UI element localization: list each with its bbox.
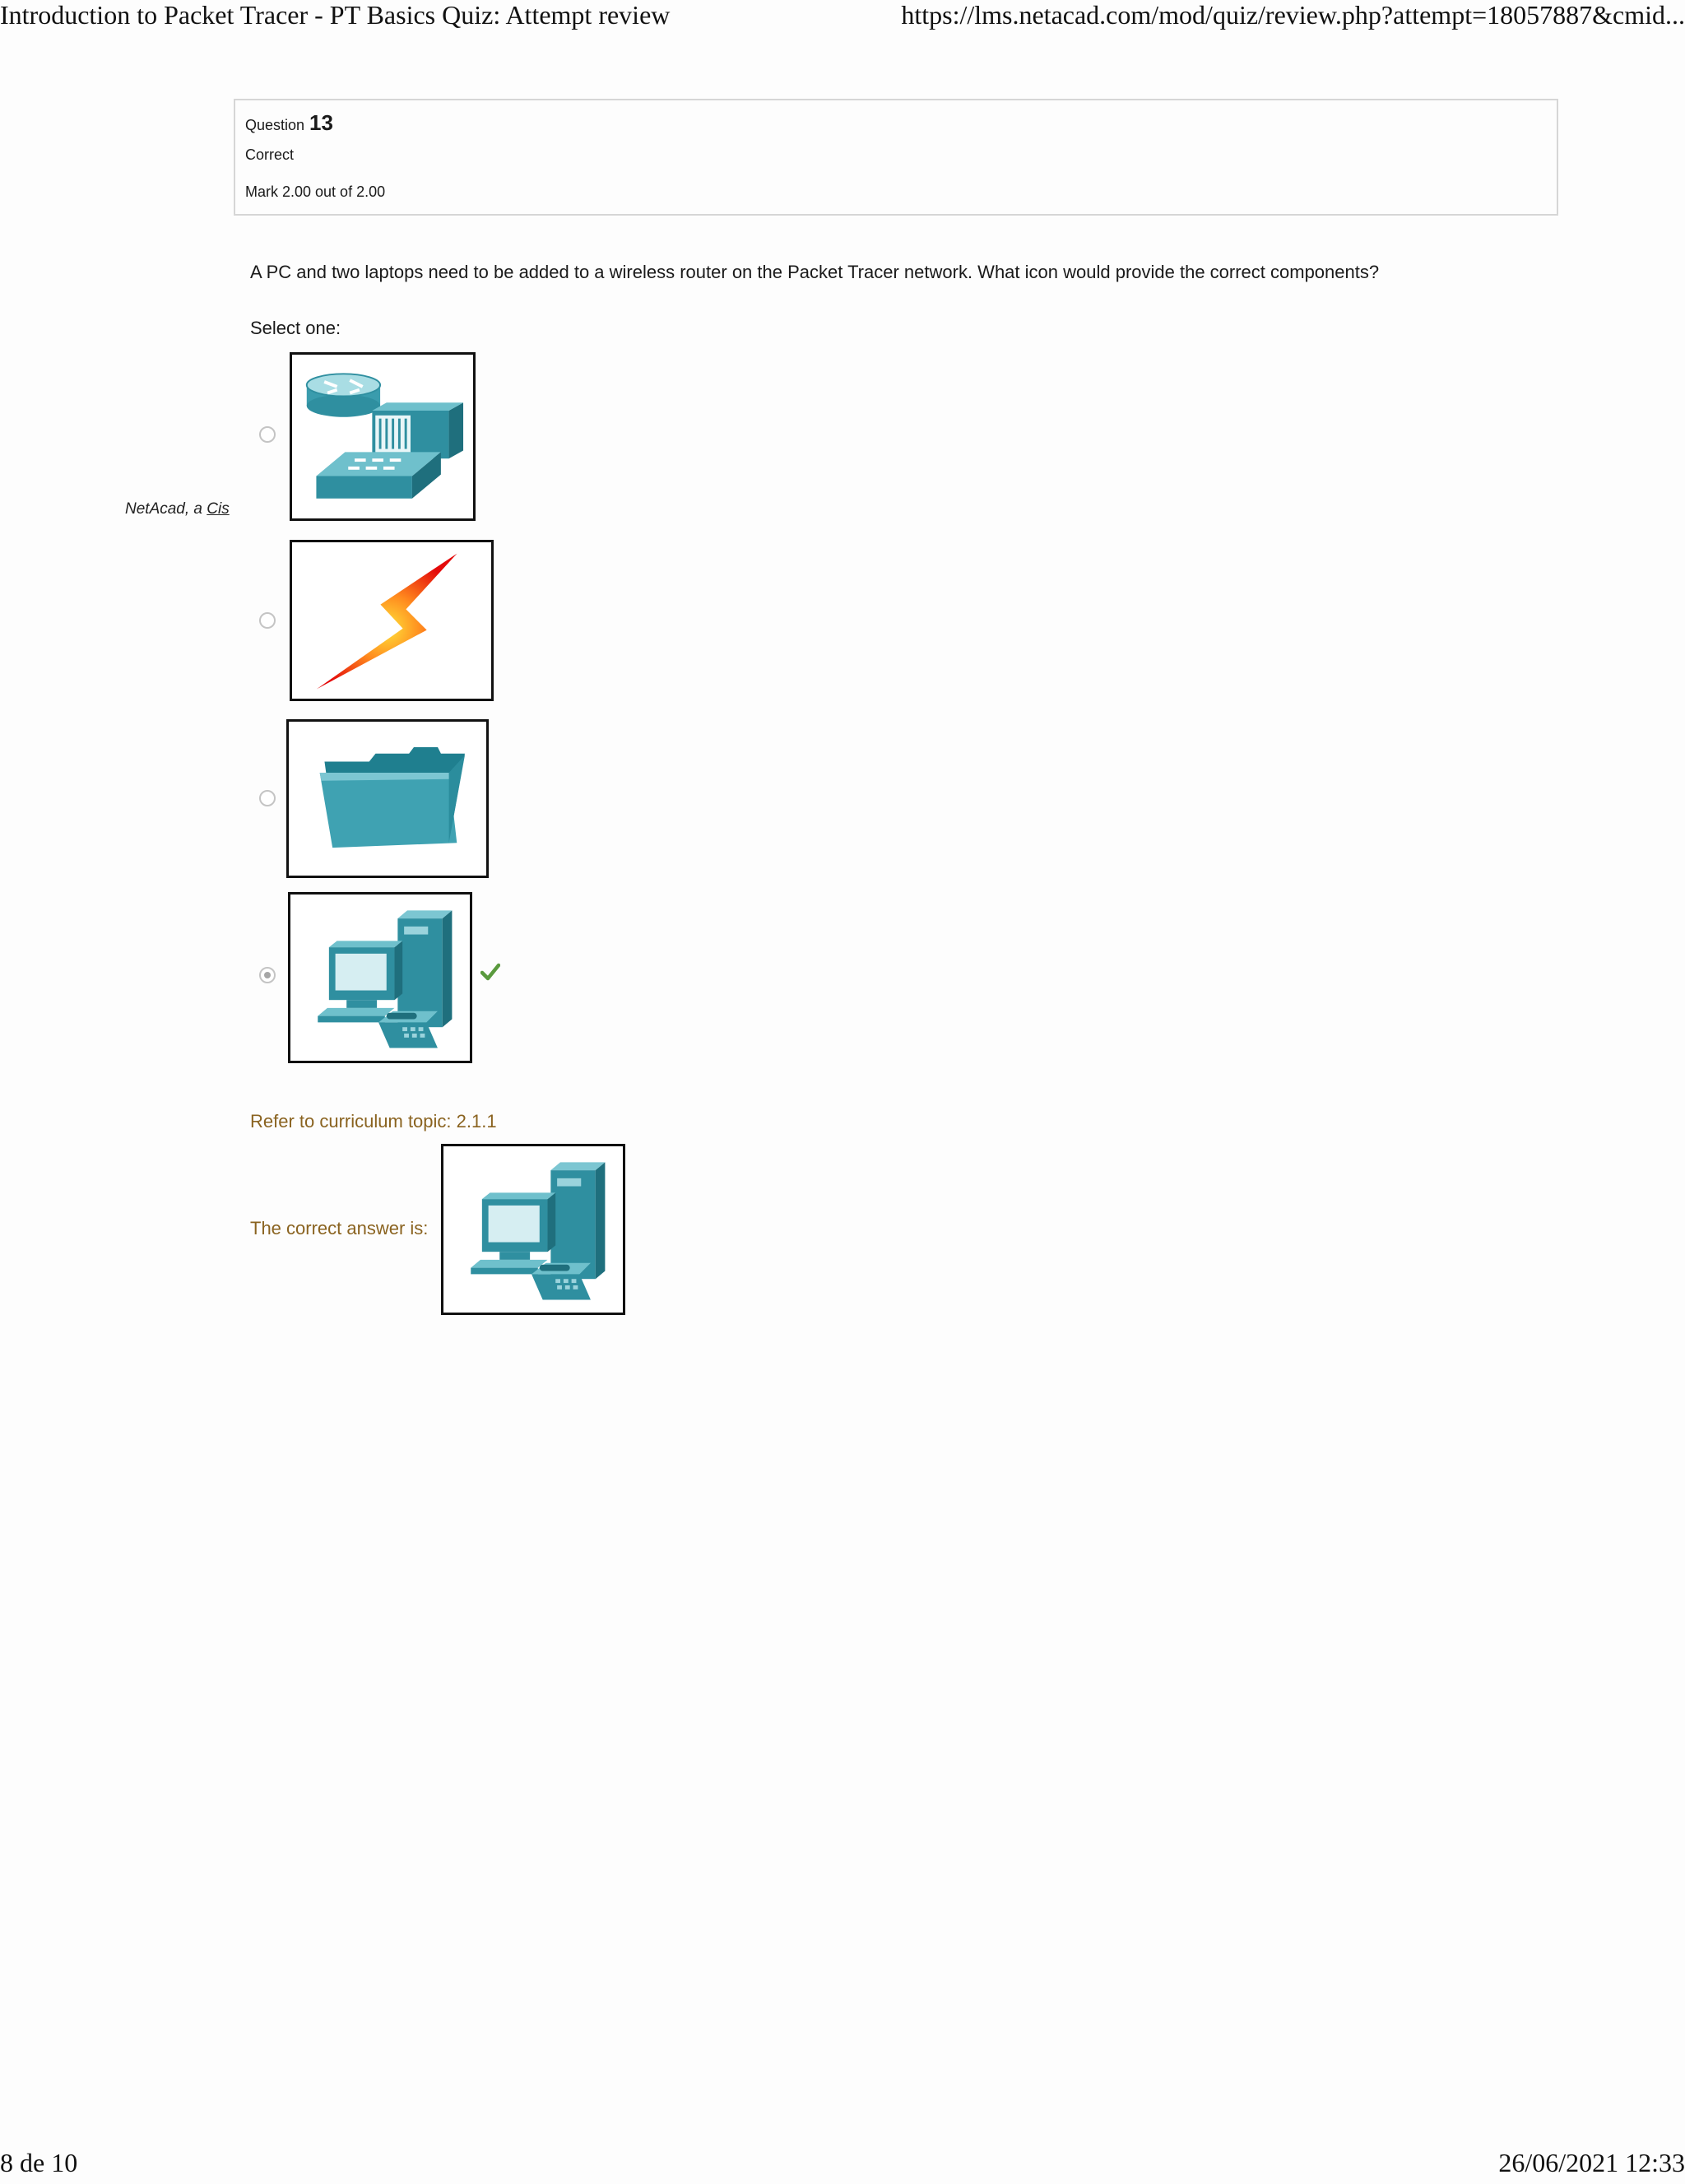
end-devices-icon (443, 1146, 623, 1313)
select-one-prompt: Select one: (250, 318, 341, 338)
question-number (245, 110, 333, 136)
folder-icon (289, 722, 486, 876)
correct-checkmark-icon (480, 963, 500, 981)
option-2-image[interactable] (290, 540, 494, 701)
connections-lightning-icon (292, 542, 491, 699)
side-note-link[interactable]: Cis (207, 500, 230, 518)
print-footer (0, 2148, 1685, 2184)
right-answer-label: The correct answer is: (250, 1218, 429, 1238)
question-info-box (234, 99, 1558, 216)
print-page-title: Introduction to Packet Tracer - PT Basics Quiz: Attempt review (0, 0, 671, 30)
end-devices-icon (290, 895, 470, 1061)
question-state: Correct (245, 146, 295, 163)
question-text: A PC and two laptops need to be added to a wireless router on the Packet Tracer network. What icon would provide the correct components? (250, 262, 1380, 282)
option-1-image[interactable] (290, 352, 476, 521)
option-2-radio[interactable] (259, 612, 276, 629)
question-grade: Mark 2.00 out of 2.00 (245, 184, 386, 200)
option-3-radio[interactable] (259, 790, 276, 806)
print-header (0, 0, 1685, 36)
network-devices-icon (292, 355, 473, 518)
option-1-radio[interactable] (259, 426, 276, 443)
print-datetime: 26/06/2021 12:33 (1498, 2148, 1685, 2177)
side-note-text: NetAcad, a (125, 500, 207, 518)
right-answer-image (441, 1144, 625, 1315)
option-4-radio[interactable] (259, 967, 276, 983)
option-3-image[interactable] (286, 719, 489, 878)
print-page-url: https://lms.netacad.com/mod/quiz/review.php?attempt=18057887&cmid... (901, 0, 1685, 30)
page-counter: 8 de 10 (0, 2148, 78, 2177)
option-4-image[interactable] (288, 892, 472, 1063)
question-label: Question (245, 117, 305, 133)
side-note (125, 500, 230, 518)
question-number-value: 13 (309, 110, 333, 135)
curriculum-reference: Refer to curriculum topic: 2.1.1 (250, 1111, 497, 1131)
